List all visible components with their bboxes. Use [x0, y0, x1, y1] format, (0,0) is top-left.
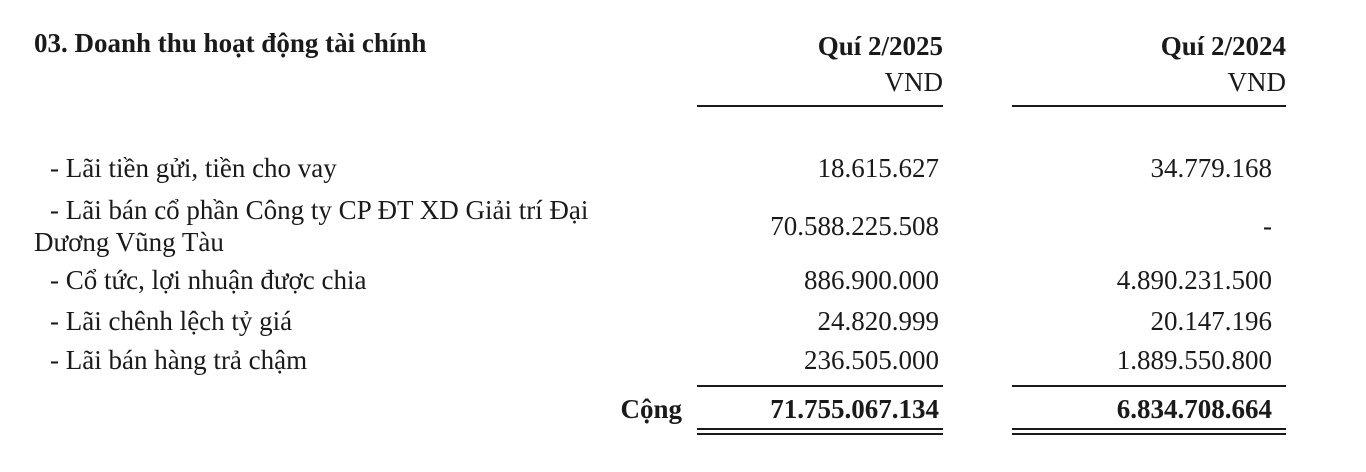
total-label: Cộng	[620, 394, 682, 424]
row-label-line2: Dương Vũng Tàu	[34, 227, 224, 257]
total-q2-2024: 6.834.708.664	[1116, 394, 1272, 424]
row-label: - Lãi bán hàng trả chậm	[50, 345, 308, 375]
value-q2-2024: 4.890.231.500	[1116, 265, 1272, 295]
value-q2-2024: 34.779.168	[1150, 153, 1272, 183]
value-q2-2024: 20.147.196	[1150, 306, 1272, 336]
subtotal-line-col1	[697, 385, 943, 387]
total-double-underline-col1	[697, 428, 943, 435]
value-q2-2024: 1.889.550.800	[1116, 345, 1272, 375]
row-label-line1: - Lãi bán cổ phần Công ty CP ĐT XD Giải trí Đại	[50, 195, 589, 225]
column-header-q2-2024	[1012, 28, 1286, 100]
row-label: - Cổ tức, lợi nhuận được chia	[50, 265, 367, 295]
column-unit: VND	[1227, 67, 1286, 97]
subtotal-line-col2	[1012, 385, 1286, 387]
value-q2-2024: -	[1263, 211, 1272, 241]
value-q2-2025: 886.900.000	[804, 265, 939, 295]
value-q2-2025: 236.505.000	[804, 345, 939, 375]
column-unit: VND	[884, 67, 943, 97]
column-period: Quí 2/2025	[817, 31, 943, 61]
value-q2-2025: 24.820.999	[817, 306, 939, 336]
column-period: Quí 2/2024	[1160, 31, 1286, 61]
total-double-underline-col2	[1012, 428, 1286, 435]
header-underline-col1	[697, 105, 943, 107]
row-label: - Lãi tiền gửi, tiền cho vay	[50, 153, 337, 183]
header-underline-col2	[1012, 105, 1286, 107]
value-q2-2025: 18.615.627	[817, 153, 939, 183]
column-header-q2-2025	[697, 28, 943, 100]
total-q2-2025: 71.755.067.134	[770, 394, 939, 424]
row-label: - Lãi chênh lệch tỷ giá	[50, 306, 293, 336]
value-q2-2025: 70.588.225.508	[770, 211, 939, 241]
section-title: 03. Doanh thu hoạt động tài chính	[34, 28, 427, 58]
